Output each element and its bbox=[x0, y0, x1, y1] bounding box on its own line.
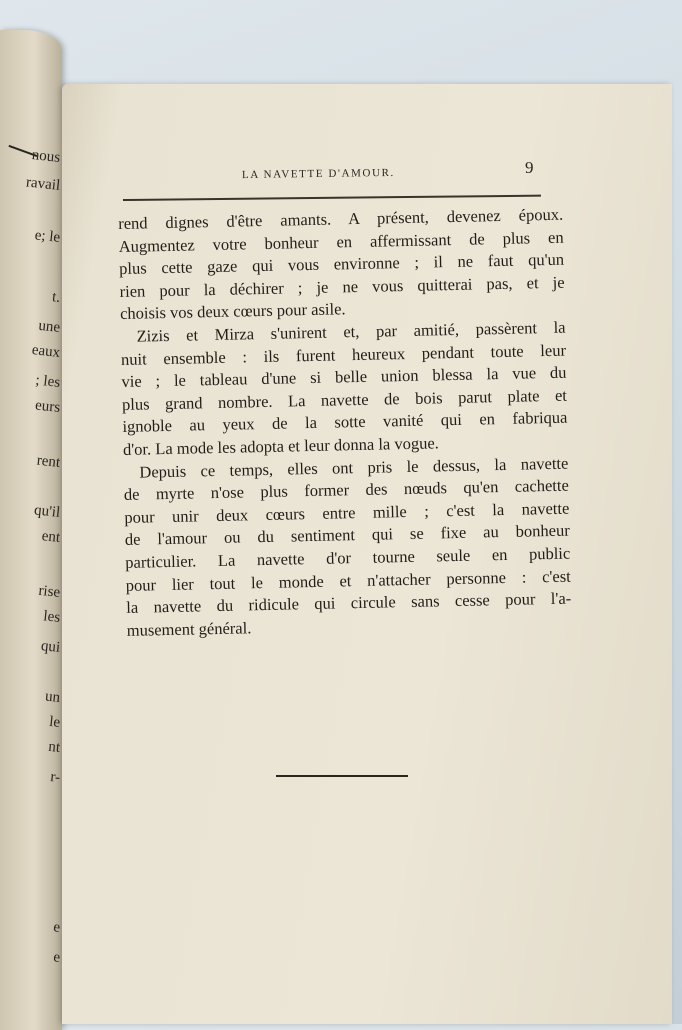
paragraph-2 bbox=[120, 317, 568, 462]
paragraph-1 bbox=[118, 204, 565, 326]
facing-page-fragment: un bbox=[44, 688, 61, 706]
body-text bbox=[118, 204, 572, 643]
end-rule bbox=[276, 775, 408, 777]
text-line: de myrte n'ose plus former des nœuds qu'en cachette bbox=[123, 475, 569, 505]
text-line: la navette du ridicule qui circule sans cesse pour l'a- bbox=[126, 588, 572, 618]
text-line: plus cette gaze qui vous environne ; il ne faut qu'un bbox=[118, 249, 565, 279]
text-line: rien pour la déchirer ; je ne vous quitterai pas, et je bbox=[119, 272, 565, 301]
text-line: pour unir deux cœurs entre mille ; c'est la navette bbox=[124, 498, 570, 527]
facing-page-fragment: les bbox=[42, 608, 61, 626]
text-line: particulier. La navette d'or tourne seule en public bbox=[125, 543, 571, 572]
running-title: LA NAVETTE D'AMOUR. bbox=[241, 166, 395, 182]
facing-page-fragment: e bbox=[52, 919, 61, 936]
page-number: 9 bbox=[525, 158, 534, 177]
text-line: choisis vos deux cœurs pour asile. bbox=[119, 299, 346, 324]
facing-page bbox=[0, 30, 62, 1030]
text-line: Augmentez votre bonheur en affermissant de plus en bbox=[118, 227, 564, 256]
text-line: Depuis ce temps, elles ont pris le dessus, la navette bbox=[139, 453, 569, 482]
facing-page-fragment: t. bbox=[51, 289, 61, 306]
facing-page-fragment: ent bbox=[40, 528, 61, 546]
facing-page-fragment: rise bbox=[37, 582, 61, 601]
facing-page-fragment: qui bbox=[40, 638, 61, 656]
facing-page-fragment: e bbox=[52, 949, 61, 966]
facing-page-fragment: nt bbox=[47, 738, 61, 756]
text-line: d'or. La mode les adopta et leur donna la vogue. bbox=[122, 433, 440, 459]
text-line: nuit ensemble : ils furent heureux pendant toute leur bbox=[120, 340, 567, 369]
facing-page-fragment: une bbox=[37, 317, 61, 336]
facing-page-fragment: nous bbox=[31, 147, 61, 166]
paragraph-3 bbox=[123, 452, 572, 642]
text-line: plus grand nombre. La navette de bois parut plate et bbox=[121, 385, 568, 414]
text-line: rend dignes d'être amants. A présent, devenez époux. bbox=[118, 204, 564, 233]
facing-page-fragment: eaux bbox=[31, 342, 61, 361]
facing-page-fragment: e; le bbox=[33, 227, 61, 246]
facing-page-fragment: rent bbox=[36, 452, 61, 471]
facing-page-fragment: ravail bbox=[25, 174, 61, 194]
facing-page-fragment: qu'il bbox=[33, 502, 61, 521]
text-line: de l'amour ou du sentiment qui se fixe au bonheur bbox=[124, 520, 570, 550]
facing-page-fragment: le bbox=[48, 713, 61, 731]
facing-page-fragment: ; les bbox=[34, 372, 61, 391]
facing-page-fragment: eurs bbox=[34, 397, 61, 416]
text-line: ignoble au yeux de la sotte vanité qui en fabriqua bbox=[122, 407, 568, 437]
text-line: vie ; le tableau d'une si belle union blessa la vue du bbox=[121, 362, 567, 392]
facing-page-fragment: r- bbox=[49, 769, 61, 786]
text-line: Zizis et Mirza s'unirent et, par amitié, passèrent la bbox=[136, 317, 566, 346]
text-line: pour lier tout le monde et n'attacher personne : c'est bbox=[125, 566, 571, 595]
text-line: musement général. bbox=[126, 617, 252, 640]
